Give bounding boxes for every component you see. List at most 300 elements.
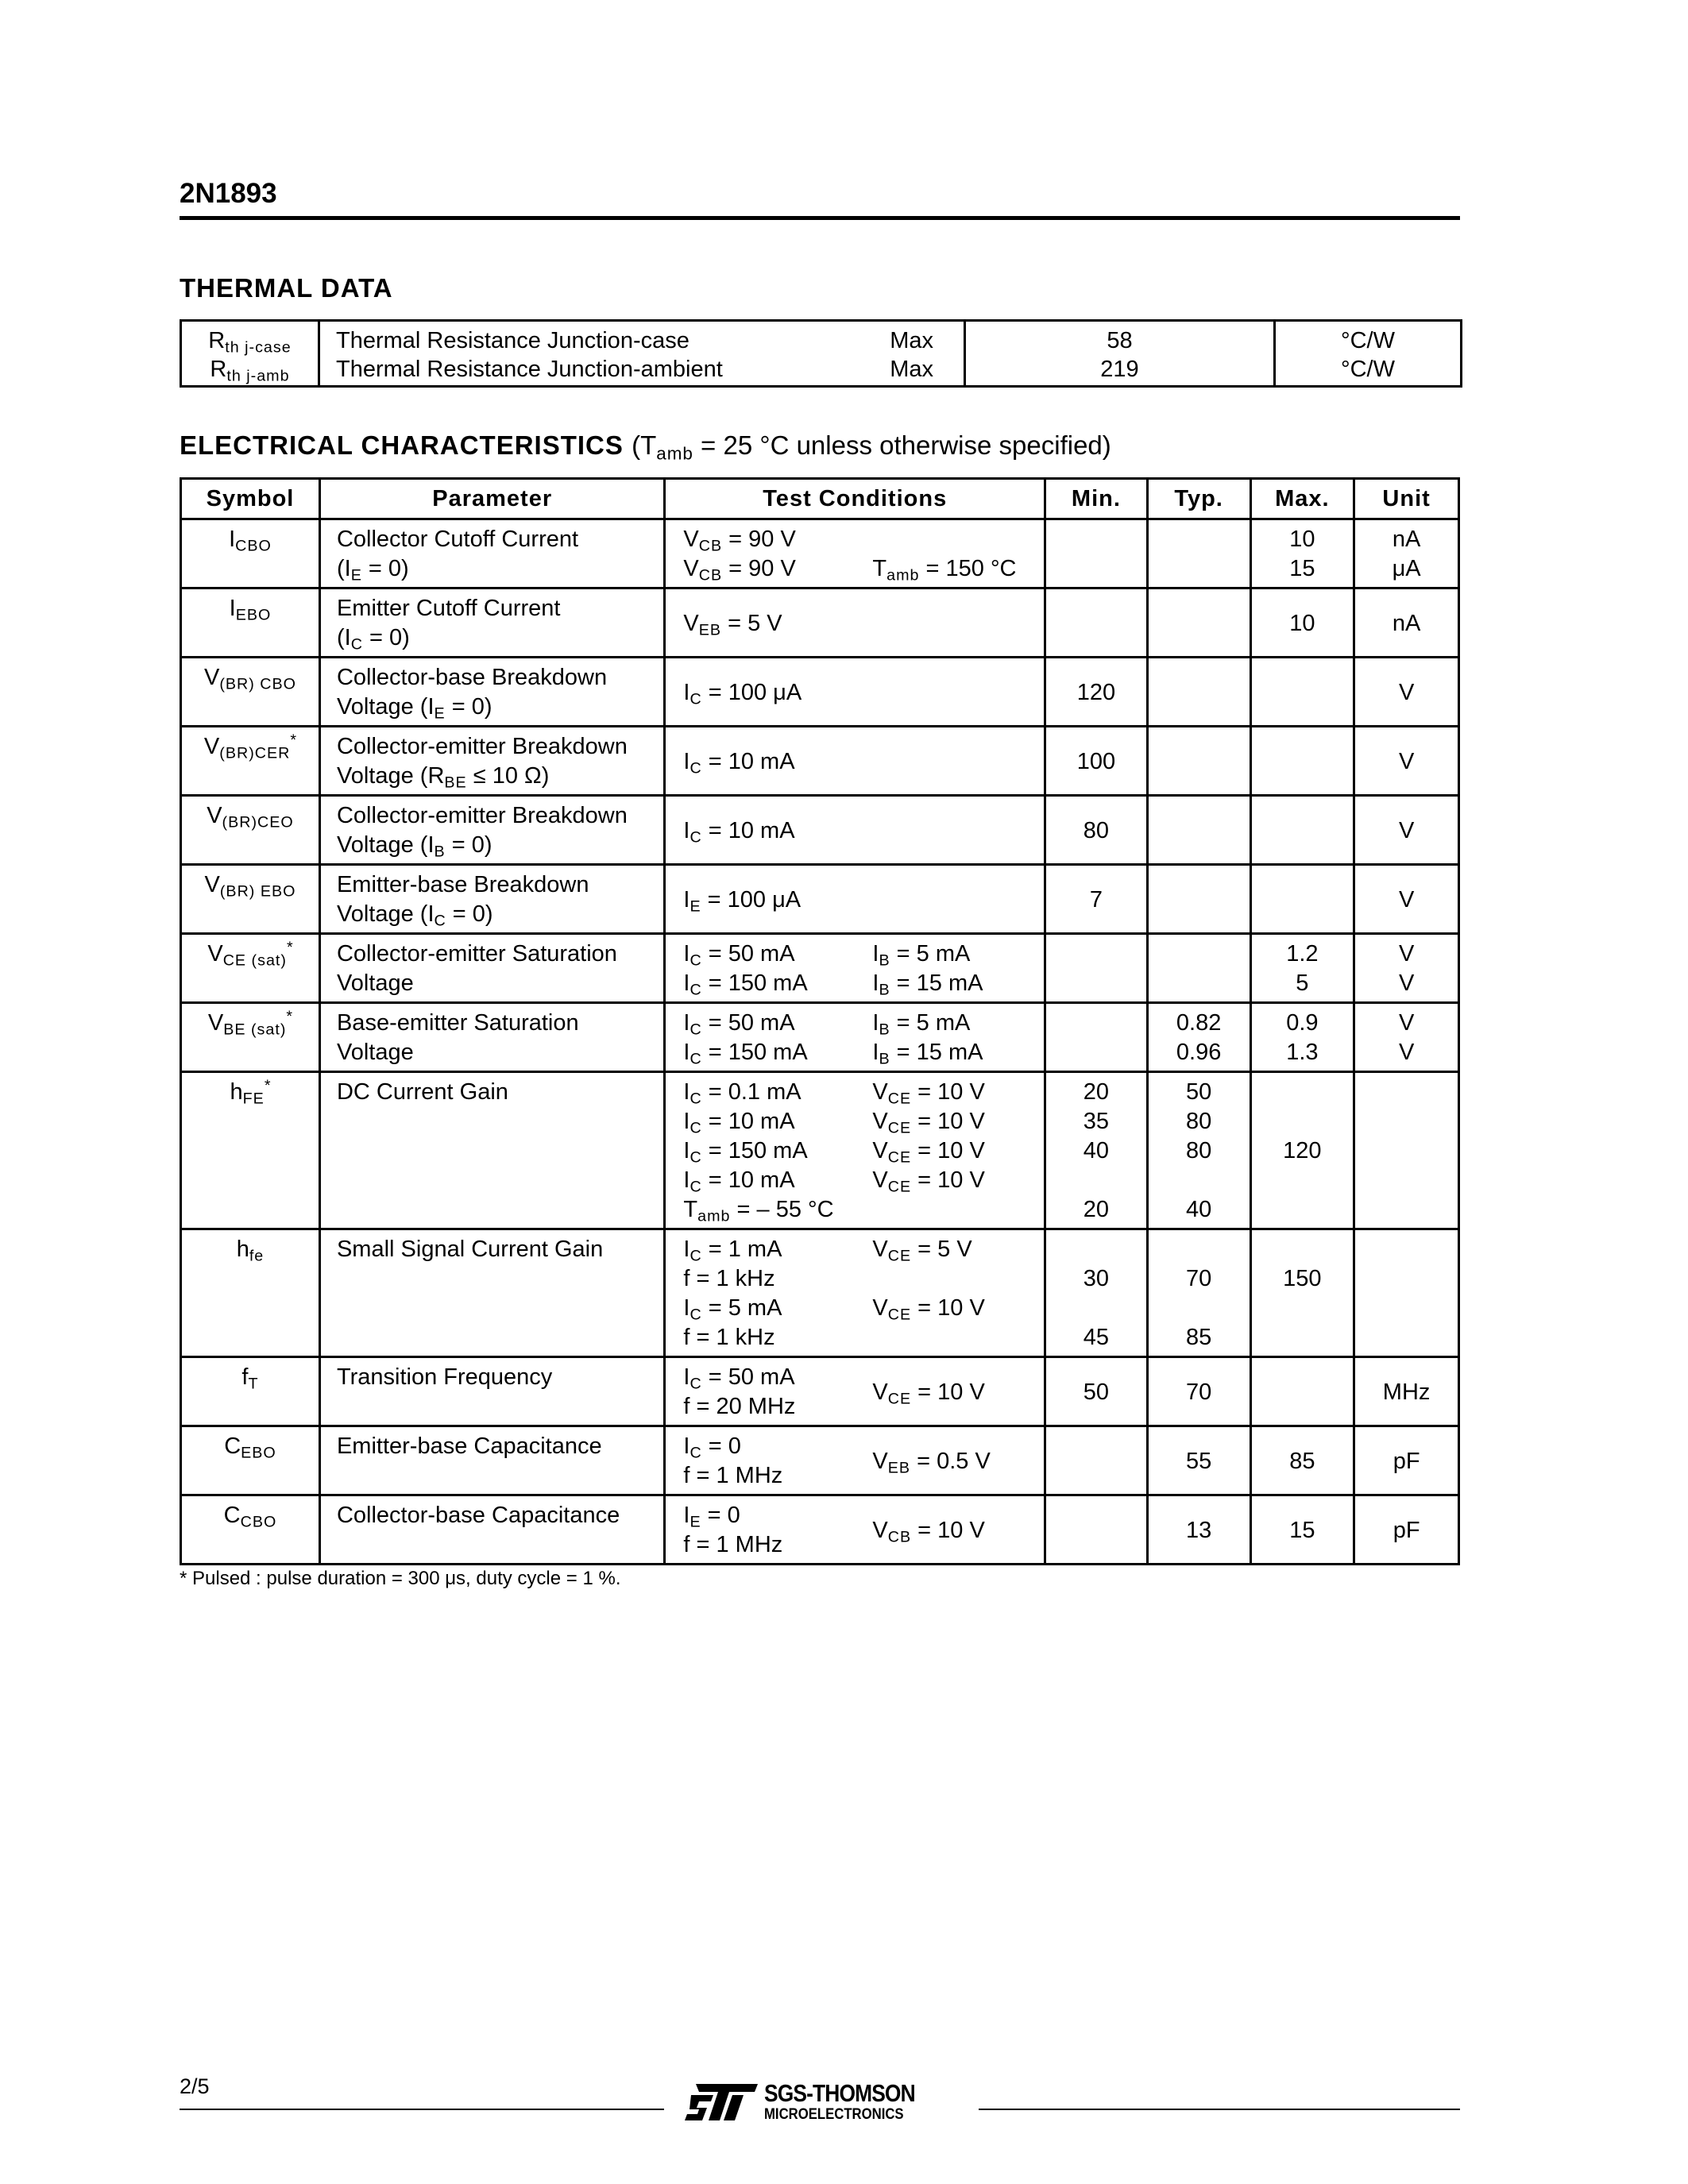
header-rule: [180, 216, 1460, 220]
max-value: [1252, 1078, 1354, 1107]
parameter: Base-emitter Saturation: [336, 1010, 579, 1036]
table-row: [181, 1495, 1459, 1565]
test-conditions-cell: [665, 934, 1045, 1003]
symbol-cell: [181, 1495, 320, 1565]
unit-value: MHz: [1382, 1379, 1431, 1405]
unit-value: V: [1398, 817, 1415, 843]
symbol: $C_{CBO}$: [223, 1503, 277, 1531]
parameter-spacer: [337, 1264, 663, 1294]
unit-value: V: [1398, 1010, 1415, 1036]
unit-value: V: [1398, 941, 1415, 967]
symbol-cell: [181, 1357, 320, 1426]
min-cell: [1045, 865, 1148, 934]
header-max: Max.: [1250, 479, 1354, 519]
min-value: [1046, 525, 1146, 554]
min-value: [1046, 609, 1146, 639]
max-cell: [1250, 1495, 1354, 1565]
typ-value: 70: [1186, 1266, 1212, 1291]
typ-value: [1149, 1294, 1250, 1323]
parameter-cell: [319, 519, 664, 588]
header-parameter: Parameter: [319, 479, 664, 519]
min-value: 50: [1083, 1379, 1110, 1405]
parameter-cell: [319, 588, 664, 658]
test-condition: $I_C = 50$ mA: [683, 1364, 795, 1393]
parameter-cell: [319, 1072, 664, 1229]
thermal-row: [181, 321, 1462, 387]
test-condition: $I_C = 50$ mA $I_B = 5$ mA: [683, 941, 971, 970]
typ-value: 0.96: [1176, 1040, 1222, 1065]
test-condition: $I_C = 10$ mA $V_{CE} = 10$ V: [683, 1167, 985, 1196]
thermal-unit-cell: [1275, 321, 1462, 387]
parameter: Collector-emitter Breakdown: [336, 734, 628, 759]
parameter-cell: [319, 1426, 664, 1495]
min-value: [1046, 1447, 1146, 1476]
min-value: [1046, 1009, 1146, 1038]
parameter-spacer: [337, 1107, 663, 1136]
parameter-cell: [319, 934, 664, 1003]
table-row: [181, 1357, 1459, 1426]
unit-cell: [1354, 1495, 1459, 1565]
typ-cell: [1147, 1426, 1250, 1495]
max-cell: [1250, 796, 1354, 865]
min-cell: [1045, 1003, 1148, 1072]
parameter-spacer: [337, 1392, 663, 1422]
min-value: 100: [1076, 748, 1116, 774]
max-value: 10: [1289, 610, 1315, 636]
parameter-spacer: [337, 1461, 663, 1491]
symbol: $V_{(BR)CER}^*$: [203, 731, 297, 762]
min-value: 20: [1083, 1079, 1110, 1105]
typ-value: [1149, 940, 1250, 969]
unit-value: nA: [1392, 610, 1421, 636]
symbol: $V_{BE (sat)}^*$: [207, 1008, 293, 1039]
test-condition: $I_C = 1$ mA $V_{CE} = 5$ V: [683, 1237, 972, 1265]
header-unit: Unit: [1354, 479, 1459, 519]
thermal-symbol-cell: [181, 321, 319, 387]
min-cell: [1045, 1229, 1148, 1357]
min-value: 80: [1083, 817, 1110, 843]
max-value: [1252, 1107, 1354, 1136]
test-condition: $V_{CB} = 10$ V: [872, 1517, 985, 1546]
min-value: [1046, 1516, 1146, 1545]
test-condition: f = 20 MHz: [683, 1394, 796, 1419]
min-cell: [1045, 588, 1148, 658]
max-value: [1252, 1166, 1354, 1195]
test-condition: $V_{EB} = 0.5$ V: [872, 1448, 991, 1477]
max-cell: [1250, 1357, 1354, 1426]
table-row: [181, 1229, 1459, 1357]
thermal-limit: Max: [890, 328, 933, 353]
st-logo-icon: [685, 2084, 758, 2120]
test-condition: $I_C = 0$: [683, 1433, 741, 1462]
min-cell: [1045, 519, 1148, 588]
test-conditions-cell: [665, 1357, 1045, 1426]
parameter: Collector-base Breakdown: [336, 665, 608, 690]
max-value: [1252, 1294, 1354, 1323]
unit-value: V: [1398, 748, 1415, 774]
test-condition-note: ($T_{amb} = 25$ °C unless otherwise specified): [632, 430, 1111, 464]
parameter: Voltage $(I_E = 0)$: [336, 694, 492, 723]
unit-cell: [1354, 727, 1459, 796]
unit-cell: [1354, 588, 1459, 658]
unit-value: pF: [1393, 1448, 1420, 1474]
typ-value: [1149, 1235, 1250, 1264]
unit-value: μA: [1392, 556, 1421, 581]
parameter-cell: [319, 796, 664, 865]
min-value: 45: [1083, 1325, 1110, 1350]
typ-cell: [1147, 1495, 1250, 1565]
table-row: [181, 1426, 1459, 1495]
max-cell: [1250, 519, 1354, 588]
symbol: $V_{CE (sat)}^*$: [207, 939, 293, 970]
typ-value: [1149, 678, 1250, 708]
typ-value: 55: [1186, 1448, 1212, 1474]
min-value: 40: [1083, 1138, 1110, 1163]
typ-value: 40: [1186, 1197, 1212, 1222]
symbol-cell: [181, 796, 320, 865]
typ-value: 80: [1186, 1138, 1212, 1163]
typ-value: 80: [1186, 1109, 1212, 1134]
min-value: [1046, 940, 1146, 969]
unit-value: [1355, 1264, 1458, 1294]
symbol: $f_T$: [241, 1364, 259, 1393]
max-cell: [1250, 1072, 1354, 1229]
symbol: $h_{FE}^*$: [230, 1077, 271, 1108]
test-condition: $I_C = 10$ mA $V_{CE} = 10$ V: [683, 1109, 985, 1137]
min-cell: [1045, 934, 1148, 1003]
test-conditions-cell: [665, 1003, 1045, 1072]
min-cell: [1045, 727, 1148, 796]
symbol-cell: [181, 519, 320, 588]
thermal-value-cell: [965, 321, 1275, 387]
max-cell: [1250, 1229, 1354, 1357]
table-header-row: [181, 479, 1459, 519]
header-typ: Typ.: [1147, 479, 1250, 519]
thermal-limit: Max: [890, 357, 933, 382]
table-row: [181, 796, 1459, 865]
test-condition: $I_C = 5$ mA $V_{CE} = 10$ V: [683, 1295, 985, 1324]
parameter: Collector-base Capacitance: [336, 1503, 620, 1528]
max-value: 1.2: [1286, 941, 1319, 967]
test-condition: $I_C = 150$ mA $V_{CE} = 10$ V: [683, 1138, 985, 1167]
test-conditions-cell: [665, 796, 1045, 865]
symbol: $I_{CBO}$: [229, 527, 272, 555]
min-value: [1046, 969, 1146, 998]
unit-cell: [1354, 1003, 1459, 1072]
max-value: 120: [1283, 1138, 1322, 1163]
typ-cell: [1147, 727, 1250, 796]
max-value: [1252, 816, 1354, 846]
parameter-cell: [319, 865, 664, 934]
test-condition: $I_E = 100$ μA: [683, 886, 802, 916]
test-condition: f = 1 kHz: [683, 1325, 775, 1350]
parameter: Voltage: [336, 970, 414, 996]
unit-value: [1355, 1323, 1458, 1352]
typ-cell: [1147, 1072, 1250, 1229]
min-value: 20: [1083, 1197, 1110, 1222]
table-row: [181, 727, 1459, 796]
unit-value: V: [1398, 1040, 1415, 1065]
min-value: 7: [1089, 886, 1103, 913]
unit-value: [1355, 1294, 1458, 1323]
unit-value: [1355, 1235, 1458, 1264]
unit-cell: [1354, 519, 1459, 588]
test-condition: $I_C = 0.1$ mA $V_{CE} = 10$ V: [683, 1079, 985, 1108]
max-value: [1252, 1323, 1354, 1352]
symbol-cell: [181, 588, 320, 658]
max-value: [1252, 1195, 1354, 1225]
typ-value: 70: [1186, 1379, 1212, 1405]
parameter-cell: [319, 1357, 664, 1426]
test-conditions-cell: [665, 1072, 1045, 1229]
header-min: Min.: [1045, 479, 1148, 519]
symbol: $I_{EBO}$: [229, 596, 272, 624]
symbol: $V_{(BR) CBO}$: [203, 665, 296, 693]
symbol: $C_{EBO}$: [224, 1433, 276, 1462]
electrical-characteristics-title: ELECTRICAL CHARACTERISTICS ($T_{amb} = 25$ °C unless otherwise specified): [180, 430, 1111, 464]
symbol-cell: [181, 1003, 320, 1072]
unit-value: [1355, 1078, 1458, 1107]
parameter: Collector Cutoff Current: [336, 527, 579, 552]
test-conditions-cell: [665, 1229, 1045, 1357]
symbol-cell: [181, 865, 320, 934]
min-value: 30: [1083, 1266, 1110, 1291]
header-test-conditions: Test Conditions: [665, 479, 1045, 519]
min-cell: [1045, 658, 1148, 727]
symbol-cell: [181, 934, 320, 1003]
typ-value: [1149, 886, 1250, 915]
table-row: [181, 934, 1459, 1003]
symbol-cell: [181, 1229, 320, 1357]
symbol: $V_{(BR) EBO}$: [204, 872, 296, 901]
typ-cell: [1147, 865, 1250, 934]
parameter-cell: [319, 727, 664, 796]
typ-cell: [1147, 934, 1250, 1003]
max-value: [1252, 886, 1354, 915]
thermal-symbol: $R_{th j-case}$: [208, 328, 292, 357]
min-cell: [1045, 796, 1148, 865]
unit-value: pF: [1393, 1517, 1420, 1543]
parameter-spacer: [337, 1530, 663, 1560]
test-condition: $V_{CB} = 90$ V $T_{amb} = 150$ °C: [683, 556, 1017, 585]
footer-rule-left: [180, 2109, 664, 2110]
test-conditions-cell: [665, 1495, 1045, 1565]
thermal-symbol: $R_{th j-amb}$: [210, 357, 290, 385]
parameter: Voltage $(I_B = 0)$: [336, 832, 492, 861]
table-row: [181, 658, 1459, 727]
unit-value: V: [1398, 970, 1415, 996]
symbol-cell: [181, 1426, 320, 1495]
page-number: 2/5: [180, 2074, 210, 2098]
typ-cell: [1147, 658, 1250, 727]
unit-value: V: [1398, 886, 1415, 913]
max-cell: [1250, 934, 1354, 1003]
parameter: Small Signal Current Gain: [336, 1237, 604, 1262]
thermal-unit: °C/W: [1341, 328, 1395, 353]
typ-value: 0.82: [1176, 1010, 1222, 1036]
parameter: Emitter Cutoff Current: [336, 596, 561, 621]
test-conditions-cell: [665, 727, 1045, 796]
min-cell: [1045, 1426, 1148, 1495]
symbol-cell: [181, 727, 320, 796]
test-condition: f = 1 kHz: [683, 1266, 775, 1291]
test-condition: $T_{amb}$ = – 55 °C: [683, 1197, 834, 1225]
test-conditions-cell: [665, 1426, 1045, 1495]
test-condition: f = 1 MHz: [683, 1532, 783, 1557]
parameter: Emitter-base Breakdown: [336, 872, 589, 897]
min-value: [1046, 554, 1146, 584]
parameter-cell: [319, 1229, 664, 1357]
table-body: [181, 519, 1459, 1565]
table-row: [181, 865, 1459, 934]
thermal-value: 219: [1100, 357, 1139, 382]
max-value: 1.3: [1286, 1040, 1319, 1065]
unit-value: V: [1398, 679, 1415, 705]
parameter-cell: [319, 658, 664, 727]
company-name: SGS-THOMSON: [764, 2079, 915, 2107]
typ-value: [1149, 525, 1250, 554]
symbol-cell: [181, 658, 320, 727]
typ-value: [1149, 554, 1250, 584]
max-value: [1252, 1235, 1354, 1264]
unit-value: [1355, 1136, 1458, 1166]
typ-value: 13: [1186, 1517, 1212, 1543]
max-value: 5: [1296, 970, 1309, 996]
max-cell: [1250, 727, 1354, 796]
footnote: * Pulsed : pulse duration = 300 μs, duty cycle = 1 %.: [180, 1568, 621, 1589]
typ-cell: [1147, 1357, 1250, 1426]
unit-value: nA: [1392, 527, 1421, 552]
parameter: Voltage $(I_C = 0)$: [336, 901, 493, 930]
max-value: [1252, 747, 1354, 777]
max-value: [1252, 678, 1354, 708]
test-condition: f = 1 MHz: [683, 1463, 783, 1488]
thermal-parameter: Thermal Resistance Junction-case: [336, 328, 689, 353]
thermal-value: 58: [1107, 328, 1133, 353]
typ-cell: [1147, 519, 1250, 588]
max-value: 10: [1289, 527, 1315, 552]
test-conditions-cell: [665, 658, 1045, 727]
typ-value: 50: [1186, 1079, 1212, 1105]
table-row: [181, 1003, 1459, 1072]
min-value: 120: [1076, 679, 1116, 705]
typ-cell: [1147, 796, 1250, 865]
table-row: [181, 519, 1459, 588]
unit-cell: [1354, 1072, 1459, 1229]
test-condition: $V_{EB} = 5$ V: [683, 610, 782, 639]
test-condition: $I_C = 150$ mA $I_B = 15$ mA: [683, 1040, 983, 1068]
part-number: 2N1893: [180, 178, 277, 209]
unit-cell: [1354, 1357, 1459, 1426]
min-cell: [1045, 1357, 1148, 1426]
parameter: Voltage ($R_{BE} \le 10$ Ω): [336, 763, 550, 792]
min-value: 35: [1083, 1109, 1110, 1134]
test-condition: $I_C = 10$ mA: [683, 748, 795, 778]
unit-value: [1355, 1195, 1458, 1225]
typ-value: [1149, 747, 1250, 777]
min-value: [1046, 1235, 1146, 1264]
max-cell: [1250, 1426, 1354, 1495]
symbol: $V_{(BR)CEO}$: [207, 803, 294, 832]
unit-cell: [1354, 865, 1459, 934]
parameter: DC Current Gain: [336, 1079, 508, 1105]
min-value: [1046, 1038, 1146, 1067]
header-symbol: Symbol: [181, 479, 320, 519]
min-value: [1046, 1294, 1146, 1323]
test-condition: $I_C = 50$ mA $I_B = 5$ mA: [683, 1010, 971, 1039]
typ-value: [1149, 609, 1250, 639]
parameter: Emitter-base Capacitance: [336, 1433, 602, 1459]
test-condition: $I_E = 0$: [683, 1503, 740, 1531]
thermal-parameter-cell: [319, 321, 965, 387]
unit-cell: [1354, 934, 1459, 1003]
unit-cell: [1354, 658, 1459, 727]
parameter: Collector-emitter Saturation: [336, 941, 617, 967]
unit-cell: [1354, 1229, 1459, 1357]
test-condition: $V_{CE} = 10$ V: [872, 1379, 985, 1408]
test-conditions-cell: [665, 865, 1045, 934]
max-cell: [1250, 588, 1354, 658]
test-condition: $I_C = 100$ μA: [683, 679, 802, 708]
max-value: 0.9: [1286, 1010, 1319, 1036]
min-value: [1046, 1166, 1146, 1195]
thermal-parameter: Thermal Resistance Junction-ambient: [336, 357, 723, 382]
table-row: [181, 1072, 1459, 1229]
parameter: $(I_E = 0)$: [336, 556, 409, 585]
symbol: $h_{fe}$: [236, 1237, 265, 1265]
parameter: Collector-emitter Breakdown: [336, 803, 628, 828]
min-cell: [1045, 1072, 1148, 1229]
typ-cell: [1147, 1229, 1250, 1357]
electrical-characteristics-table: [180, 477, 1460, 1565]
company-division: MICROELECTRONICS: [764, 2106, 904, 2123]
unit-value: [1355, 1166, 1458, 1195]
typ-value: 85: [1186, 1325, 1212, 1350]
max-value: 15: [1289, 1517, 1315, 1543]
max-cell: [1250, 865, 1354, 934]
parameter: Transition Frequency: [336, 1364, 553, 1390]
typ-cell: [1147, 588, 1250, 658]
typ-cell: [1147, 1003, 1250, 1072]
unit-cell: [1354, 1426, 1459, 1495]
max-value: 15: [1289, 556, 1315, 581]
max-value: [1252, 1378, 1354, 1407]
unit-value: [1355, 1107, 1458, 1136]
test-conditions-cell: [665, 519, 1045, 588]
test-conditions-cell: [665, 588, 1045, 658]
max-cell: [1250, 1003, 1354, 1072]
test-condition: $I_C = 10$ mA: [683, 817, 795, 847]
typ-value: [1149, 1166, 1250, 1195]
test-condition: $V_{CB} = 90$ V: [683, 527, 796, 555]
max-value: 85: [1289, 1448, 1315, 1474]
thermal-data-title: THERMAL DATA: [180, 273, 393, 303]
unit-cell: [1354, 796, 1459, 865]
test-condition: $I_C = 150$ mA $I_B = 15$ mA: [683, 970, 983, 999]
parameter: $(I_C = 0)$: [336, 625, 410, 654]
max-cell: [1250, 658, 1354, 727]
table-row: [181, 588, 1459, 658]
max-value: 150: [1283, 1266, 1322, 1291]
typ-value: [1149, 816, 1250, 846]
typ-value: [1149, 969, 1250, 998]
thermal-data-table: [180, 319, 1462, 388]
min-cell: [1045, 1495, 1148, 1565]
parameter-cell: [319, 1003, 664, 1072]
symbol-cell: [181, 1072, 320, 1229]
footer-rule-right: [979, 2109, 1460, 2110]
thermal-unit: °C/W: [1341, 357, 1395, 382]
